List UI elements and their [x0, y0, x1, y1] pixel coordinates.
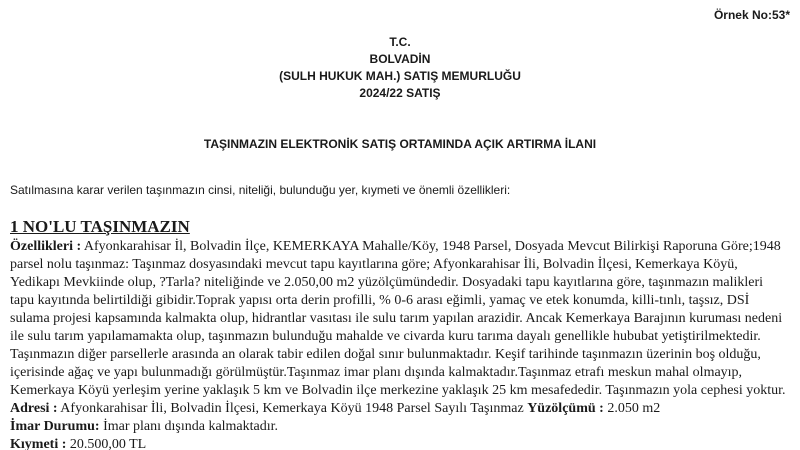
- features-paragraph: [10, 238, 790, 400]
- area-text: 2.050 m2: [603, 401, 661, 416]
- address-paragraph: [10, 400, 790, 418]
- announcement-title: TAŞINMAZIN ELEKTRONİK SATIŞ ORTAMINDA AÇIK ARTIRMA İLANI: [203, 137, 597, 151]
- document-header: [0, 34, 800, 102]
- property-title: 1 NO'LU TAŞINMAZIN: [10, 217, 190, 236]
- area-label: Yüzölçümü :: [527, 401, 604, 416]
- property-details: [10, 238, 790, 450]
- address-text: Afyonkarahisar İli, Bolvadin İlçesi, Kemerkaya Köyü 1948 Parsel Sayılı Taşınmaz: [57, 401, 528, 416]
- zoning-label: İmar Durumu:: [10, 419, 100, 434]
- header-line-district: BOLVADİN: [369, 52, 431, 66]
- address-label: Adresi :: [10, 401, 58, 416]
- sample-number: Örnek No:53*: [713, 8, 790, 22]
- value-paragraph: [10, 436, 790, 450]
- zoning-text: İmar planı dışında kalmaktadır.: [99, 419, 279, 434]
- header-line-tc: T.C.: [389, 35, 411, 49]
- header-line-case: 2024/22 SATIŞ: [359, 86, 441, 100]
- value-text: 20.500,00 TL: [66, 437, 147, 450]
- value-label: Kıymeti :: [10, 437, 67, 450]
- features-text: Afyonkarahisar İl, Bolvadin İlçe, KEMERKAYA Mahalle/Köy, 1948 Parsel, Dosyada Mevcut Bilirkişi Raporuna Göre;1948 parsel nolu taşınmaz: Taşınmaz dosyasındaki mevcut tapu kayıtlarına göre; Afyonkarahisar İli, Bolvadin İlçesi, Kemerkaya Köyü, Yedikapı Mevkiinde olup, ?Tarla? niteliğinde ve 2.050,00 m2 yüzölçümündedir. Dosyadaki tapu kayıtlarına göre, taşınmazın malikleri tapu kayıtında belirtildiği gibidir.Toprak yapısı orta derin profilli, % 0-6 arası eğimli, yamaç ve etek konumda, killi-tınlı, taşsız, DSİ sulama projesi kapsamında kalmakta olup, hidrantlar vasıtası ile sulu tarım yapılan arazidir. Ancak Kemerkaya Barajının kuruması nedeni ile sulu tarım yapılamamakta olup, taşınmazın bulunduğu mahalde ve civarda kuru tarıma dayalı genellikle hububat yetiştirilmektedir. Taşınmazın diğer parsellerle arasında an olarak tabir edilen doğal sınır bulunmaktadır. Keşif tarihinde taşınmazın üzerinin boş olduğu, içerisinde ağaç ve yapı bulunmadığı görülmüştür.Taşınmaz imar planı dışında kalmaktadır.Taşınmaz etrafı meskun mahal olmayıp, Kemerkaya Köyü yerleşim yerine yaklaşık 5 km ve Bolvadin ilçe merkezine yaklaşık 25 km mesafededir. Taşınmazın yola cephesi yoktur.: [10, 239, 786, 398]
- features-label: Özellikleri :: [10, 239, 82, 254]
- header-line-office: (SULH HUKUK MAH.) SATIŞ MEMURLUĞU: [279, 69, 521, 83]
- intro-text: Satılmasına karar verilen taşınmazın cinsi, niteliği, bulunduğu yer, kıymeti ve önemli özellikleri:: [10, 183, 511, 197]
- zoning-paragraph: [10, 418, 790, 436]
